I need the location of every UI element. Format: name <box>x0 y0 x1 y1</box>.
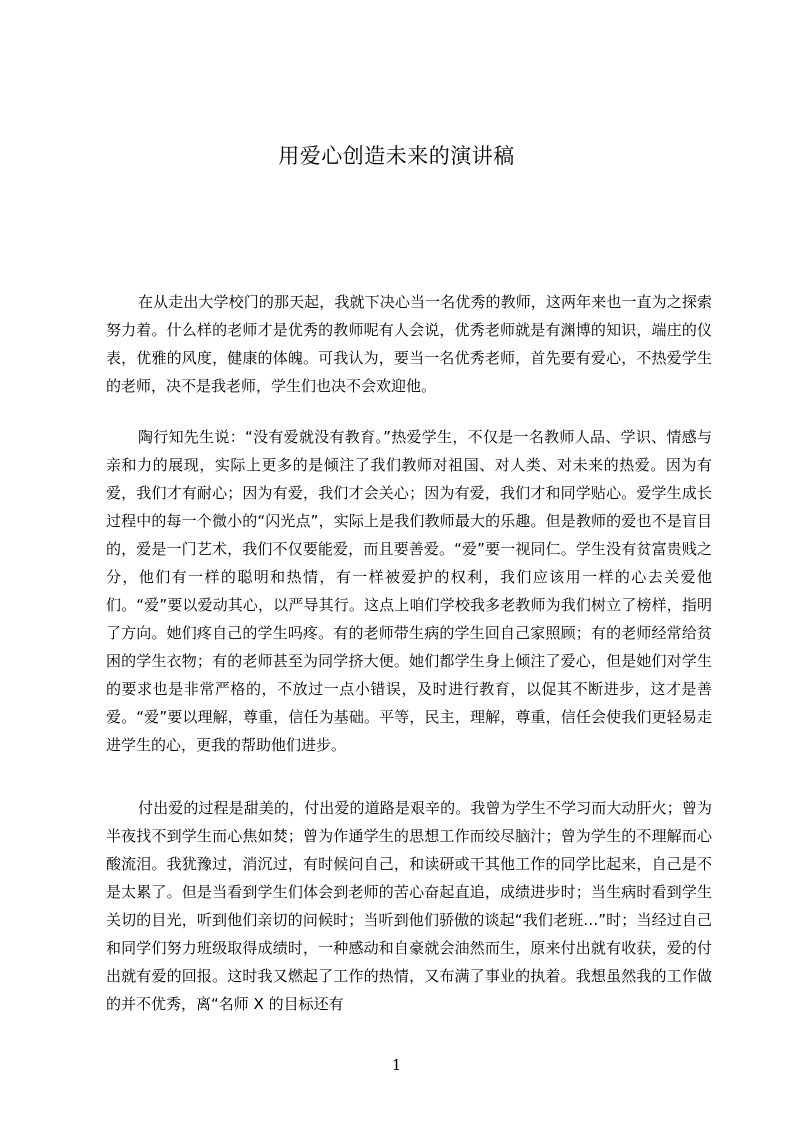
paragraph-3: 付出爱的过程是甜美的，付出爱的道路是艰辛的。我曾为学生不学习而大动肝火；曾为半夜找不到学生而心焦如焚；曾为作通学生的思想工作而绞尽脑汁；曾为学生的不理解而心酸流泪。我犹豫过，消沉过，有时候问自己，和读研或干其他工作的同学比起来，自己是不是太累了。但是当看到学生们体会到老师的苦心奋起直追，成绩进步时；当生病时看到学生关切的目光，听到他们亲切的问候时；当听到他们骄傲的谈起“我们老班…”时；当经过自己和同学们努力班级取得成绩时，一种感动和自豪就会油然而生，原来付出就有收获，爱的付出就有爱的回报。这时我又燃起了工作的热情，又布满了事业的执着。我想虽然我的工作做的并不优秀，离“名师 X 的目标还有 <box>106 799 712 1013</box>
paragraph-2: 陶行知先生说：“没有爱就没有教育。”热爱学生，不仅是一名教师人品、学识、情感与亲和力的展现，实际上更多的是倾注了我们教师对祖国、对人类、对未来的热爱。因为有爱，我们才有耐心；因为有爱，我们才会关心；因为有爱，我们才和同学贴心。爱学生成长过程中的每一个微小的“闪光点”，实际上是我们教师最大的乐趣。但是教师的爱也不是盲目的，爱是一门艺术，我们不仅要能爱，而且要善爱。“爱”要一视同仁。学生没有贫富贵贱之分，他们有一样的聪明和热情，有一样被爱护的权利，我们应该用一样的心去关爱他们。“爱”要以爱动其心，以严导其行。这点上咱们学校我多老教师为我们树立了榜样，指明了方向。她们疼自己的学生吗疼。有的老师带生病的学生回自己家照顾；有的老师经常给贫困的学生衣物；有的老师甚至为同学挤大便。她们都学生身上倾注了爱心，但是她们对学生的要求也是非常严格的，不放过一点小错误，及时进行教育，以促其不断进步，这才是善爱。“爱”要以理解，尊重，信任为基础。平等，民主，理解，尊重，信任会使我们更轻易走进学生的心，更我的帮助他们进步。 <box>106 428 712 754</box>
paragraph-1: 在从走出大学校门的那天起，我就下决心当一名优秀的教师，这两年来也一直为之探索努力着。什么样的老师才是优秀的教师呢有人会说，优秀老师就是有渊博的知识，端庄的仪表，优雅的风度，健康的体魄。可我认为，要当一名优秀老师，首先要有爱心，不热爱学生的老师，决不是我老师，学生们也决不会欢迎他。 <box>106 293 712 395</box>
page-title: 用爱心创造未来的演讲稿 <box>278 144 515 168</box>
page-number: 1 <box>391 1056 402 1074</box>
